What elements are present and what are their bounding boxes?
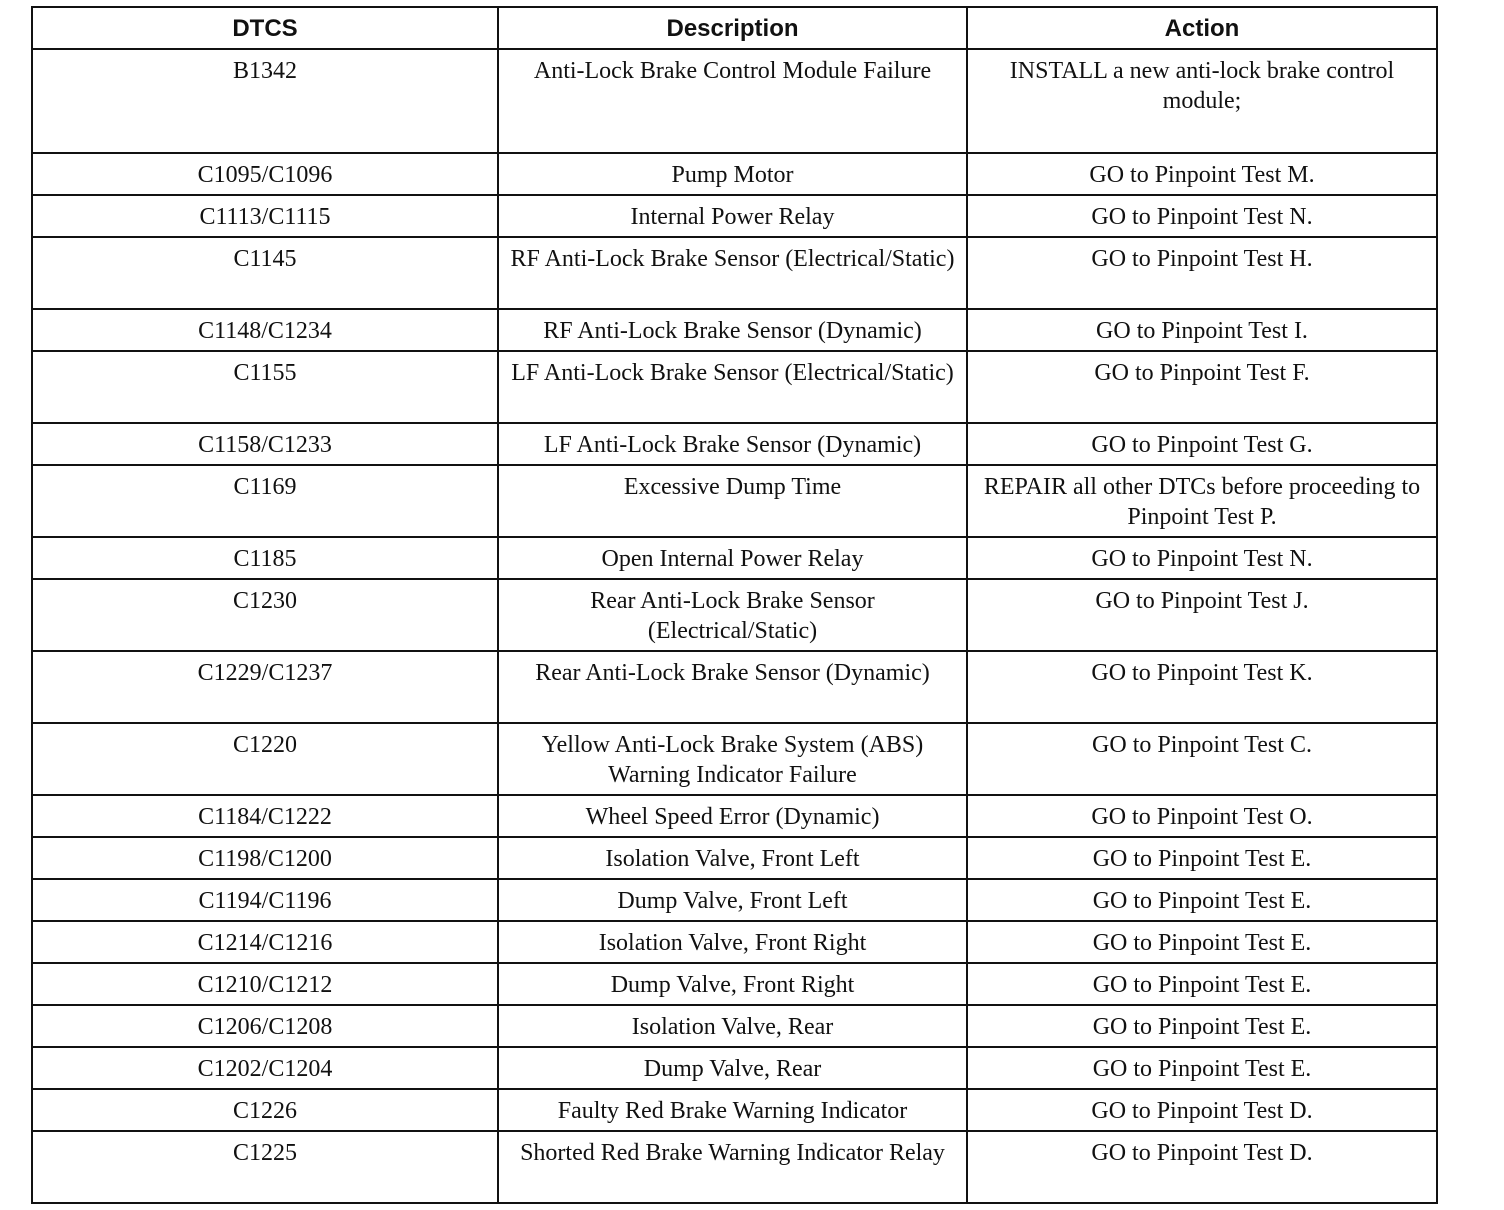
header-row bbox=[32, 7, 1437, 49]
dtc-code: C1198/C1200 bbox=[32, 837, 498, 879]
dtc-code: C1145 bbox=[32, 237, 498, 309]
dtc-description: LF Anti-Lock Brake Sensor (Electrical/Static) bbox=[498, 351, 967, 423]
dtc-action: GO to Pinpoint Test E. bbox=[967, 963, 1437, 1005]
dtc-code: C1155 bbox=[32, 351, 498, 423]
dtc-description: Dump Valve, Rear bbox=[498, 1047, 967, 1089]
dtc-action: GO to Pinpoint Test G. bbox=[967, 423, 1437, 465]
dtc-code: C1194/C1196 bbox=[32, 879, 498, 921]
dtc-code: C1230 bbox=[32, 579, 498, 651]
table-row bbox=[32, 49, 1437, 153]
dtc-description: Pump Motor bbox=[498, 153, 967, 195]
table-row bbox=[32, 237, 1437, 309]
header-dtcs: DTCS bbox=[32, 7, 498, 49]
dtc-description: Rear Anti-Lock Brake Sensor (Electrical/Static) bbox=[498, 579, 967, 651]
dtc-action: GO to Pinpoint Test O. bbox=[967, 795, 1437, 837]
dtc-description: Anti-Lock Brake Control Module Failure bbox=[498, 49, 967, 153]
dtc-description: Rear Anti-Lock Brake Sensor (Dynamic) bbox=[498, 651, 967, 723]
table-row bbox=[32, 351, 1437, 423]
dtc-action: GO to Pinpoint Test K. bbox=[967, 651, 1437, 723]
table-row bbox=[32, 195, 1437, 237]
dtc-description: Faulty Red Brake Warning Indicator bbox=[498, 1089, 967, 1131]
dtc-action: GO to Pinpoint Test I. bbox=[967, 309, 1437, 351]
table-row bbox=[32, 879, 1437, 921]
table-row bbox=[32, 1047, 1437, 1089]
dtc-table bbox=[31, 6, 1438, 1204]
dtc-code: C1214/C1216 bbox=[32, 921, 498, 963]
dtc-code: C1226 bbox=[32, 1089, 498, 1131]
dtc-action: GO to Pinpoint Test F. bbox=[967, 351, 1437, 423]
table-row bbox=[32, 153, 1437, 195]
dtc-description: Wheel Speed Error (Dynamic) bbox=[498, 795, 967, 837]
dtc-code: C1206/C1208 bbox=[32, 1005, 498, 1047]
table-row bbox=[32, 579, 1437, 651]
dtc-description: Yellow Anti-Lock Brake System (ABS) Warning Indicator Failure bbox=[498, 723, 967, 795]
header-action: Action bbox=[967, 7, 1437, 49]
dtc-action: GO to Pinpoint Test E. bbox=[967, 921, 1437, 963]
dtc-action: GO to Pinpoint Test D. bbox=[967, 1131, 1437, 1203]
table-row bbox=[32, 795, 1437, 837]
dtc-action: GO to Pinpoint Test C. bbox=[967, 723, 1437, 795]
dtc-code: C1169 bbox=[32, 465, 498, 537]
table-row bbox=[32, 837, 1437, 879]
dtc-action: GO to Pinpoint Test H. bbox=[967, 237, 1437, 309]
dtc-code: C1158/C1233 bbox=[32, 423, 498, 465]
dtc-code: C1220 bbox=[32, 723, 498, 795]
dtc-action: GO to Pinpoint Test N. bbox=[967, 537, 1437, 579]
dtc-description: Internal Power Relay bbox=[498, 195, 967, 237]
dtc-action: GO to Pinpoint Test E. bbox=[967, 1005, 1437, 1047]
dtc-code: C1202/C1204 bbox=[32, 1047, 498, 1089]
dtc-code: C1225 bbox=[32, 1131, 498, 1203]
dtc-description: Isolation Valve, Front Right bbox=[498, 921, 967, 963]
table-row bbox=[32, 423, 1437, 465]
dtc-code: C1210/C1212 bbox=[32, 963, 498, 1005]
table-row bbox=[32, 1089, 1437, 1131]
dtc-action: GO to Pinpoint Test J. bbox=[967, 579, 1437, 651]
dtc-code: B1342 bbox=[32, 49, 498, 153]
dtc-code: C1148/C1234 bbox=[32, 309, 498, 351]
dtc-code: C1184/C1222 bbox=[32, 795, 498, 837]
dtc-action: GO to Pinpoint Test D. bbox=[967, 1089, 1437, 1131]
table-row bbox=[32, 723, 1437, 795]
dtc-description: Dump Valve, Front Right bbox=[498, 963, 967, 1005]
dtc-code: C1229/C1237 bbox=[32, 651, 498, 723]
dtc-description: Excessive Dump Time bbox=[498, 465, 967, 537]
dtc-action: INSTALL a new anti-lock brake control module; bbox=[967, 49, 1437, 153]
dtc-action: GO to Pinpoint Test M. bbox=[967, 153, 1437, 195]
table-row bbox=[32, 921, 1437, 963]
dtc-action: REPAIR all other DTCs before proceeding to Pinpoint Test P. bbox=[967, 465, 1437, 537]
dtc-action: GO to Pinpoint Test E. bbox=[967, 879, 1437, 921]
dtc-description: Shorted Red Brake Warning Indicator Relay bbox=[498, 1131, 967, 1203]
dtc-description: Isolation Valve, Front Left bbox=[498, 837, 967, 879]
dtc-code: C1095/C1096 bbox=[32, 153, 498, 195]
dtc-code: C1185 bbox=[32, 537, 498, 579]
dtc-description: RF Anti-Lock Brake Sensor (Dynamic) bbox=[498, 309, 967, 351]
dtc-description: RF Anti-Lock Brake Sensor (Electrical/Static) bbox=[498, 237, 967, 309]
table-row bbox=[32, 1005, 1437, 1047]
header-description: Description bbox=[498, 7, 967, 49]
table-row bbox=[32, 651, 1437, 723]
dtc-action: GO to Pinpoint Test N. bbox=[967, 195, 1437, 237]
dtc-description: Open Internal Power Relay bbox=[498, 537, 967, 579]
dtc-description: Isolation Valve, Rear bbox=[498, 1005, 967, 1047]
dtc-action: GO to Pinpoint Test E. bbox=[967, 1047, 1437, 1089]
table-row bbox=[32, 309, 1437, 351]
table-row bbox=[32, 1131, 1437, 1203]
dtc-code: C1113/C1115 bbox=[32, 195, 498, 237]
dtc-description: Dump Valve, Front Left bbox=[498, 879, 967, 921]
table-row bbox=[32, 963, 1437, 1005]
table-row bbox=[32, 537, 1437, 579]
table-row bbox=[32, 465, 1437, 537]
dtc-action: GO to Pinpoint Test E. bbox=[967, 837, 1437, 879]
dtc-description: LF Anti-Lock Brake Sensor (Dynamic) bbox=[498, 423, 967, 465]
